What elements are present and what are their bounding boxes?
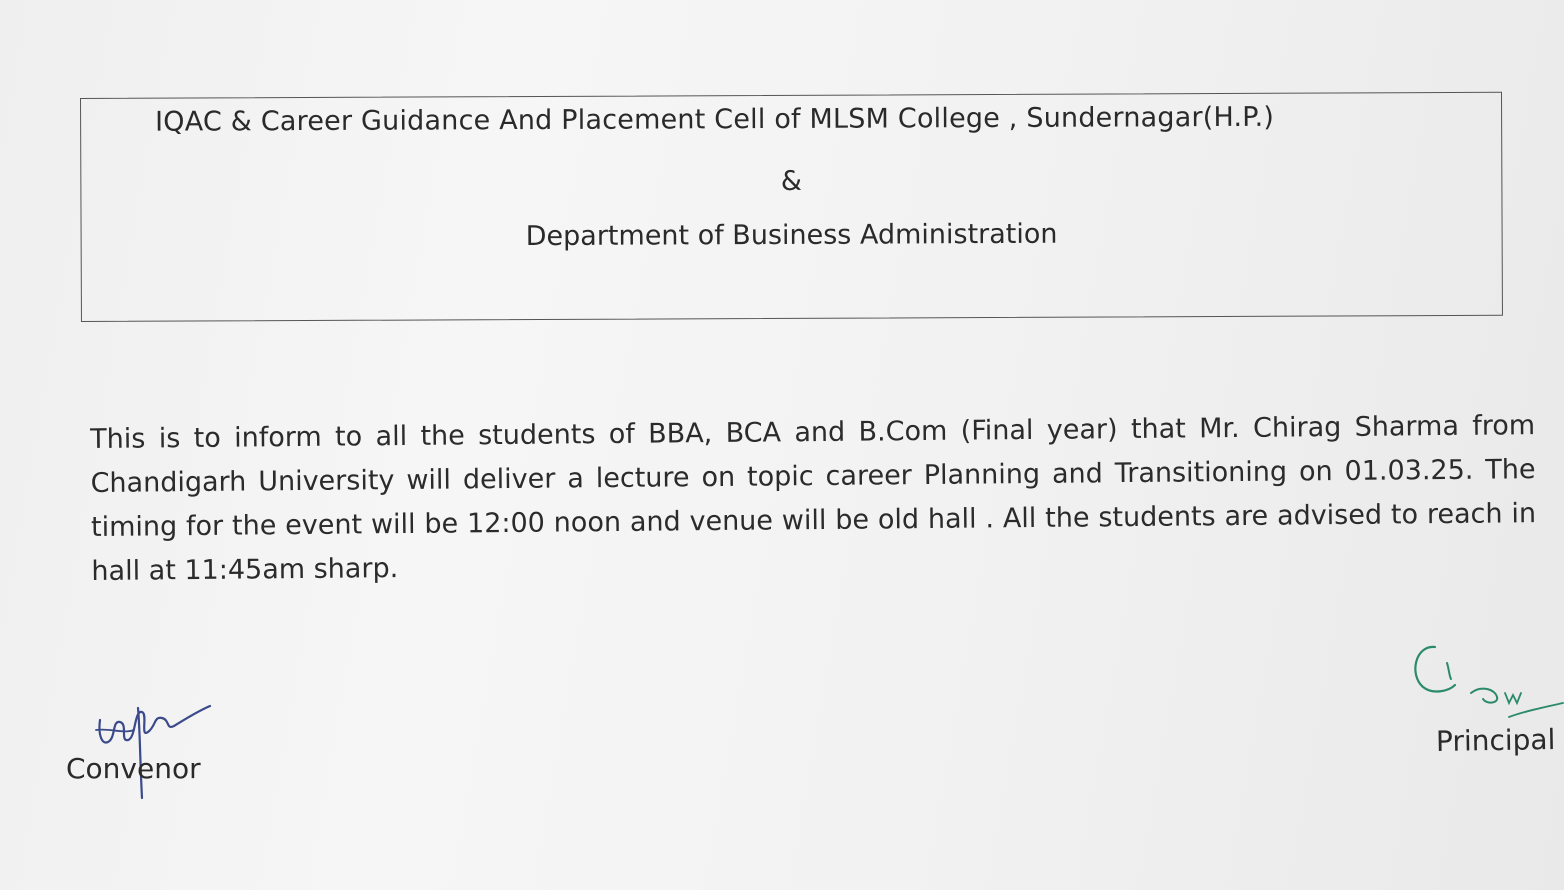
header-title: IQAC & Career Guidance And Placement Cell of MLSM College , Sundernagar(H.P.) bbox=[155, 101, 1275, 138]
principal-label: Principal bbox=[1435, 722, 1556, 759]
principal-signature bbox=[1405, 635, 1564, 725]
header-ampersand: & bbox=[780, 165, 802, 197]
convenor-label: Convenor bbox=[66, 752, 201, 785]
header-department: Department of Business Administration bbox=[525, 218, 1058, 253]
notice-body: This is to inform to all the students of BBA, BCA and B.Com (Final year) that Mr. Chirag Sharma from Chandigarh University will deliver a lecture on topic career Planning and Transitioning on 01.03.25. The timing for the event will be 12:00 noon and venue will be old hall . All the students are advised to reach in hall at 11:45am sharp. bbox=[90, 410, 1537, 587]
header-box bbox=[80, 92, 1503, 322]
